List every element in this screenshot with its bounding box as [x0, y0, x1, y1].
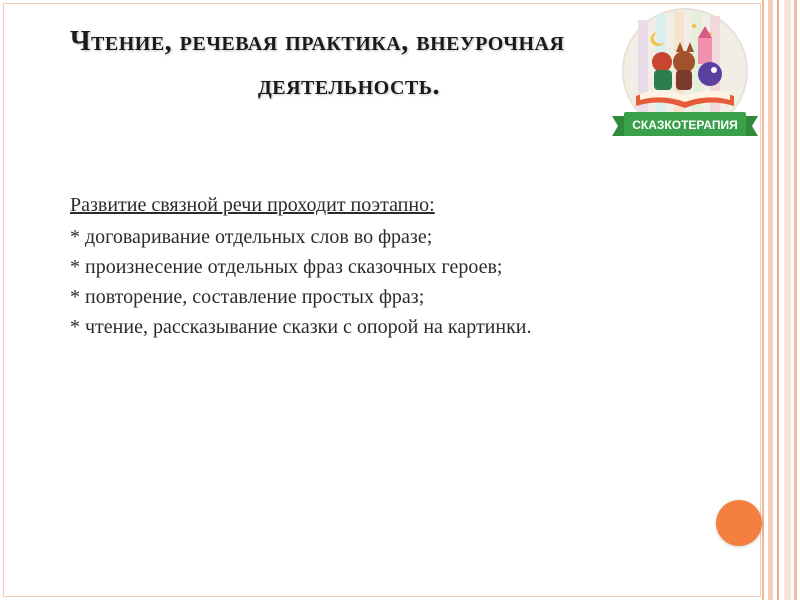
bullet-item: * чтение, рассказывание сказки с опорой на картинки.: [70, 316, 532, 338]
title-line-1: Чтение, речевая практика, внеурочная: [70, 26, 565, 57]
intro-text: Развитие связной речи проходит поэтапно:: [70, 194, 435, 216]
slide-body: [70, 190, 710, 342]
bullet-item: * договаривание отдельных слов во фразе;: [70, 226, 433, 248]
stripe: [784, 0, 791, 600]
bullet-item: * повторение, составление простых фраз;: [70, 286, 425, 308]
stripe: [768, 0, 773, 600]
stripe: [777, 0, 779, 600]
decorative-circle: [716, 500, 762, 546]
slide-title: [70, 20, 630, 108]
logo-banner-text: СКАЗКОТЕРАПИЯ: [632, 118, 738, 132]
title-line-2: деятельность.: [258, 70, 440, 101]
bullet-item: * произнесение отдельных фраз сказочных героев;: [70, 256, 503, 278]
fairy-tale-book-icon: [606, 8, 766, 148]
stripe: [794, 0, 797, 600]
decorative-stripes: [760, 0, 800, 600]
